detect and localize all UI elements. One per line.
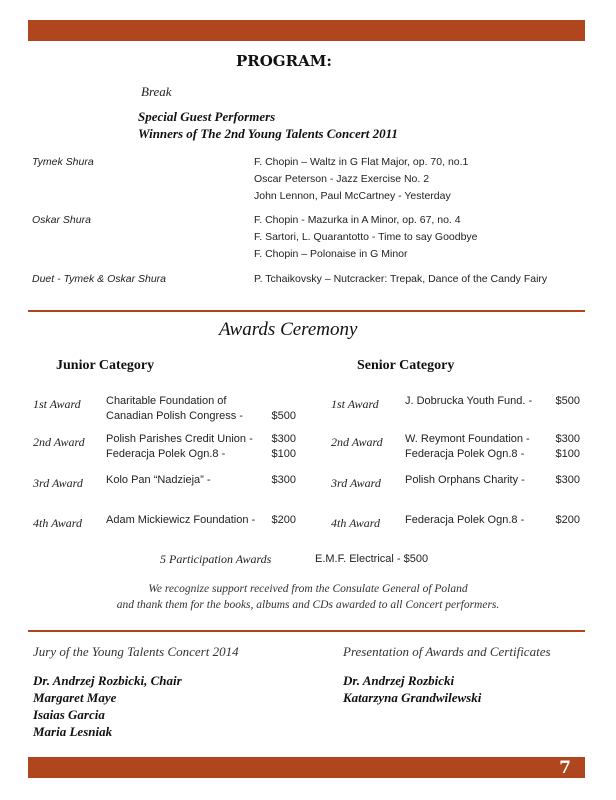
- jury-title: Jury of the Young Talents Concert 2014: [33, 644, 239, 659]
- jury-member: Margaret Maye: [33, 690, 117, 705]
- award-label: 2nd Award: [33, 435, 85, 449]
- award-label: 4th Award: [331, 516, 381, 530]
- award-label: 1st Award: [33, 397, 81, 411]
- page-title: PROGRAM:: [236, 52, 332, 70]
- org-line: Polish Parishes Credit Union -: [106, 433, 253, 445]
- org-line: Federacja Polek Ogn.8 -: [106, 448, 226, 460]
- performer-pieces: [254, 271, 547, 288]
- page-number: 7: [559, 758, 571, 778]
- junior-category-title: Junior Category: [56, 358, 155, 373]
- piece-item: F. Sartori, L. Quarantotto - Time to say Goodbye: [254, 231, 478, 243]
- award-label: 1st Award: [331, 397, 379, 411]
- break-label: Break: [141, 84, 172, 99]
- section-divider: [28, 310, 585, 312]
- piece-item: John Lennon, Paul McCartney - Yesterday: [254, 190, 451, 202]
- award-amount: $200: [271, 514, 296, 526]
- top-decorative-bar: [28, 20, 585, 41]
- award-org: Polish Orphans Charity -: [405, 474, 525, 486]
- performer-name: Oskar Shura: [32, 214, 91, 226]
- participation-sponsor: E.M.F. Electrical - $500: [315, 553, 429, 565]
- guest-heading-1: Special Guest Performers: [138, 109, 276, 124]
- performer-name: Duet - Tymek & Oskar Shura: [32, 273, 167, 285]
- performer-pieces: [254, 154, 468, 205]
- award-org: [106, 432, 253, 462]
- award-org: [405, 432, 530, 462]
- award-label: 2nd Award: [331, 435, 383, 449]
- award-org: Federacja Polek Ogn.8 -: [405, 514, 525, 526]
- award-amount: $300: [555, 474, 580, 486]
- performer-pieces: [254, 212, 478, 263]
- participation-label: 5 Participation Awards: [160, 552, 272, 566]
- guest-heading-2: Winners of The 2nd Young Talents Concert 2011: [138, 126, 398, 141]
- piece-item: F. Chopin – Waltz in G Flat Major, op. 70, no.1: [254, 156, 469, 168]
- awards-heading: Awards Ceremony: [219, 319, 358, 340]
- amount-line: $100: [555, 448, 580, 460]
- award-org: Adam Mickiewicz Foundation -: [106, 514, 256, 526]
- org-line: Canadian Polish Congress -: [106, 410, 243, 422]
- section-divider: [28, 630, 585, 632]
- award-amount: [546, 432, 580, 462]
- piece-item: F. Chopin - Mazurka in A Minor, op. 67, no. 4: [254, 214, 461, 226]
- award-label: 3rd Award: [33, 476, 83, 490]
- jury-member: Maria Lesniak: [33, 724, 113, 739]
- jury-member: Isaias Garcia: [33, 707, 105, 722]
- piece-item: F. Chopin – Polonaise in G Minor: [254, 248, 408, 260]
- presenter: Dr. Andrzej Rozbicki: [343, 673, 455, 688]
- org-line: Federacja Polek Ogn.8 -: [405, 448, 525, 460]
- presentation-title: Presentation of Awards and Certificates: [343, 644, 551, 659]
- award-org: [106, 394, 243, 424]
- jury-members: [33, 672, 182, 740]
- award-label: 4th Award: [33, 516, 83, 530]
- org-line: Charitable Foundation of: [106, 395, 227, 407]
- senior-category-title: Senior Category: [357, 358, 455, 373]
- amount-line: $300: [271, 433, 296, 445]
- award-amount: [262, 432, 296, 462]
- award-amount: $200: [555, 514, 580, 526]
- jury-member: Dr. Andrzej Rozbicki, Chair: [33, 673, 182, 688]
- amount-line: $100: [271, 448, 296, 460]
- award-label: 3rd Award: [331, 476, 381, 490]
- thanks-line-1: We recognize support received from the Consulate General of Poland: [148, 583, 468, 595]
- presentation-members: [343, 672, 481, 706]
- award-org: Kolo Pan “Nadzieja” -: [106, 474, 211, 486]
- piece-item: Oscar Peterson - Jazz Exercise No. 2: [254, 173, 430, 185]
- presenter: Katarzyna Grandwilewski: [343, 690, 482, 705]
- amount-line: $300: [555, 433, 580, 445]
- award-amount: $500: [555, 395, 580, 407]
- award-amount: $500: [271, 410, 296, 422]
- org-line: W. Reymont Foundation -: [405, 433, 530, 445]
- thanks-line-2: and thank them for the books, albums and CDs awarded to all Concert performers.: [116, 599, 500, 611]
- bottom-decorative-bar: [28, 757, 585, 778]
- award-amount: $300: [271, 474, 296, 486]
- piece-item: P. Tchaikovsky – Nutcracker: Trepak, Dance of the Candy Fairy: [254, 273, 548, 285]
- performer-name: Tymek Shura: [32, 156, 94, 168]
- award-org: J. Dobrucka Youth Fund. -: [405, 395, 533, 407]
